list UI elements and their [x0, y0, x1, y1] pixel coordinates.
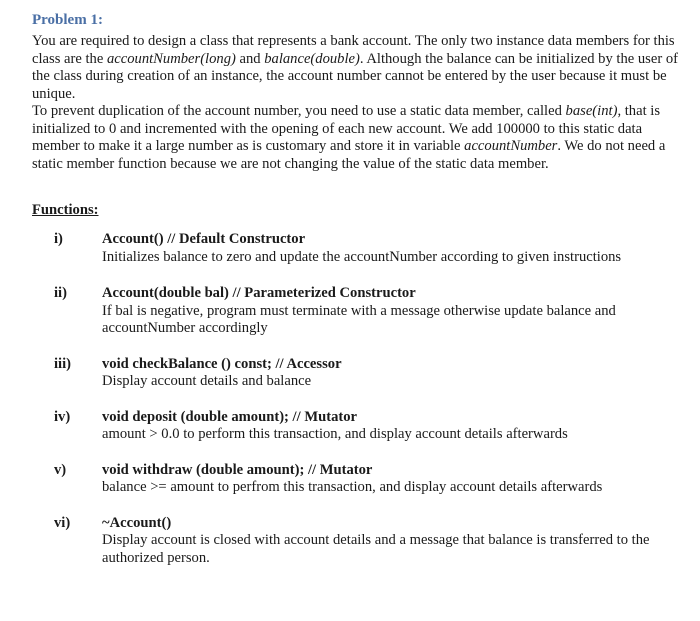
- function-description: Display account details and balance: [102, 373, 312, 389]
- function-number: i): [54, 231, 63, 247]
- problem-title: Problem 1:: [32, 12, 103, 28]
- function-description: Display account is closed with account details and a message that balance is transferred to the authorized person.: [102, 532, 650, 566]
- italic-term: accountNumber: [464, 138, 558, 154]
- function-item: [32, 515, 682, 568]
- paragraph-text: , that is initialized to 0 and incremented with the opening of each new account. We add 100000 to this static data member to make it a large number as is customary and store it in variable: [32, 103, 661, 154]
- function-signature: Account() // Default Constructor: [102, 231, 306, 247]
- italic-term: balance(double): [264, 50, 360, 67]
- italic-term: accountNumber(long): [106, 50, 236, 67]
- function-number: vi): [54, 514, 71, 531]
- paragraph-text: You are required to design a class that represents a bank account. The only two instance data members for this class are the: [32, 33, 675, 67]
- functions-heading: Functions:: [32, 202, 99, 218]
- problem-paragraph-1: [32, 33, 682, 103]
- function-signature: Account(double bal) // Parameterized Constructor: [102, 285, 416, 301]
- function-signature: void checkBalance () const; // Accessor: [102, 355, 342, 372]
- function-number: iii): [54, 355, 72, 372]
- function-description: Initializes balance to zero and update the accountNumber according to given instructions: [102, 248, 622, 265]
- function-description: balance >= amount to perfrom this transaction, and display account details afterwards: [102, 479, 603, 495]
- paragraph-text: . Although the balance can be initialized by the user of the class during creation of an instance, the account number cannot be entered by the user because it must be unique.: [32, 50, 678, 102]
- function-item: [32, 231, 682, 266]
- function-item: [32, 356, 682, 391]
- paragraph-text: and: [235, 50, 265, 67]
- function-item: [32, 285, 682, 338]
- paragraph-text: To prevent duplication of the account number, you need to use a static data member, called: [32, 103, 566, 119]
- function-number: v): [54, 461, 67, 478]
- function-description: amount > 0.0 to perform this transaction, and display account details afterwards: [102, 426, 568, 442]
- problem-paragraph-2: [32, 103, 682, 173]
- paragraph-text: . We do not need a static member function because we are not changing the value of the static data member.: [32, 138, 666, 172]
- function-description: If bal is negative, program must terminate with a message otherwise update balance and accountNumber accordingly: [102, 302, 616, 336]
- functions-list: [32, 231, 682, 567]
- function-signature: void withdraw (double amount); // Mutator: [102, 461, 373, 478]
- function-signature: void deposit (double amount); // Mutator: [102, 408, 357, 425]
- function-signature: ~Account(): [102, 514, 172, 531]
- function-number: ii): [54, 285, 67, 301]
- function-number: iv): [54, 408, 71, 425]
- function-item: [32, 409, 682, 444]
- document-page: [32, 11, 682, 567]
- italic-term: base(int): [565, 103, 618, 119]
- function-item: [32, 462, 682, 497]
